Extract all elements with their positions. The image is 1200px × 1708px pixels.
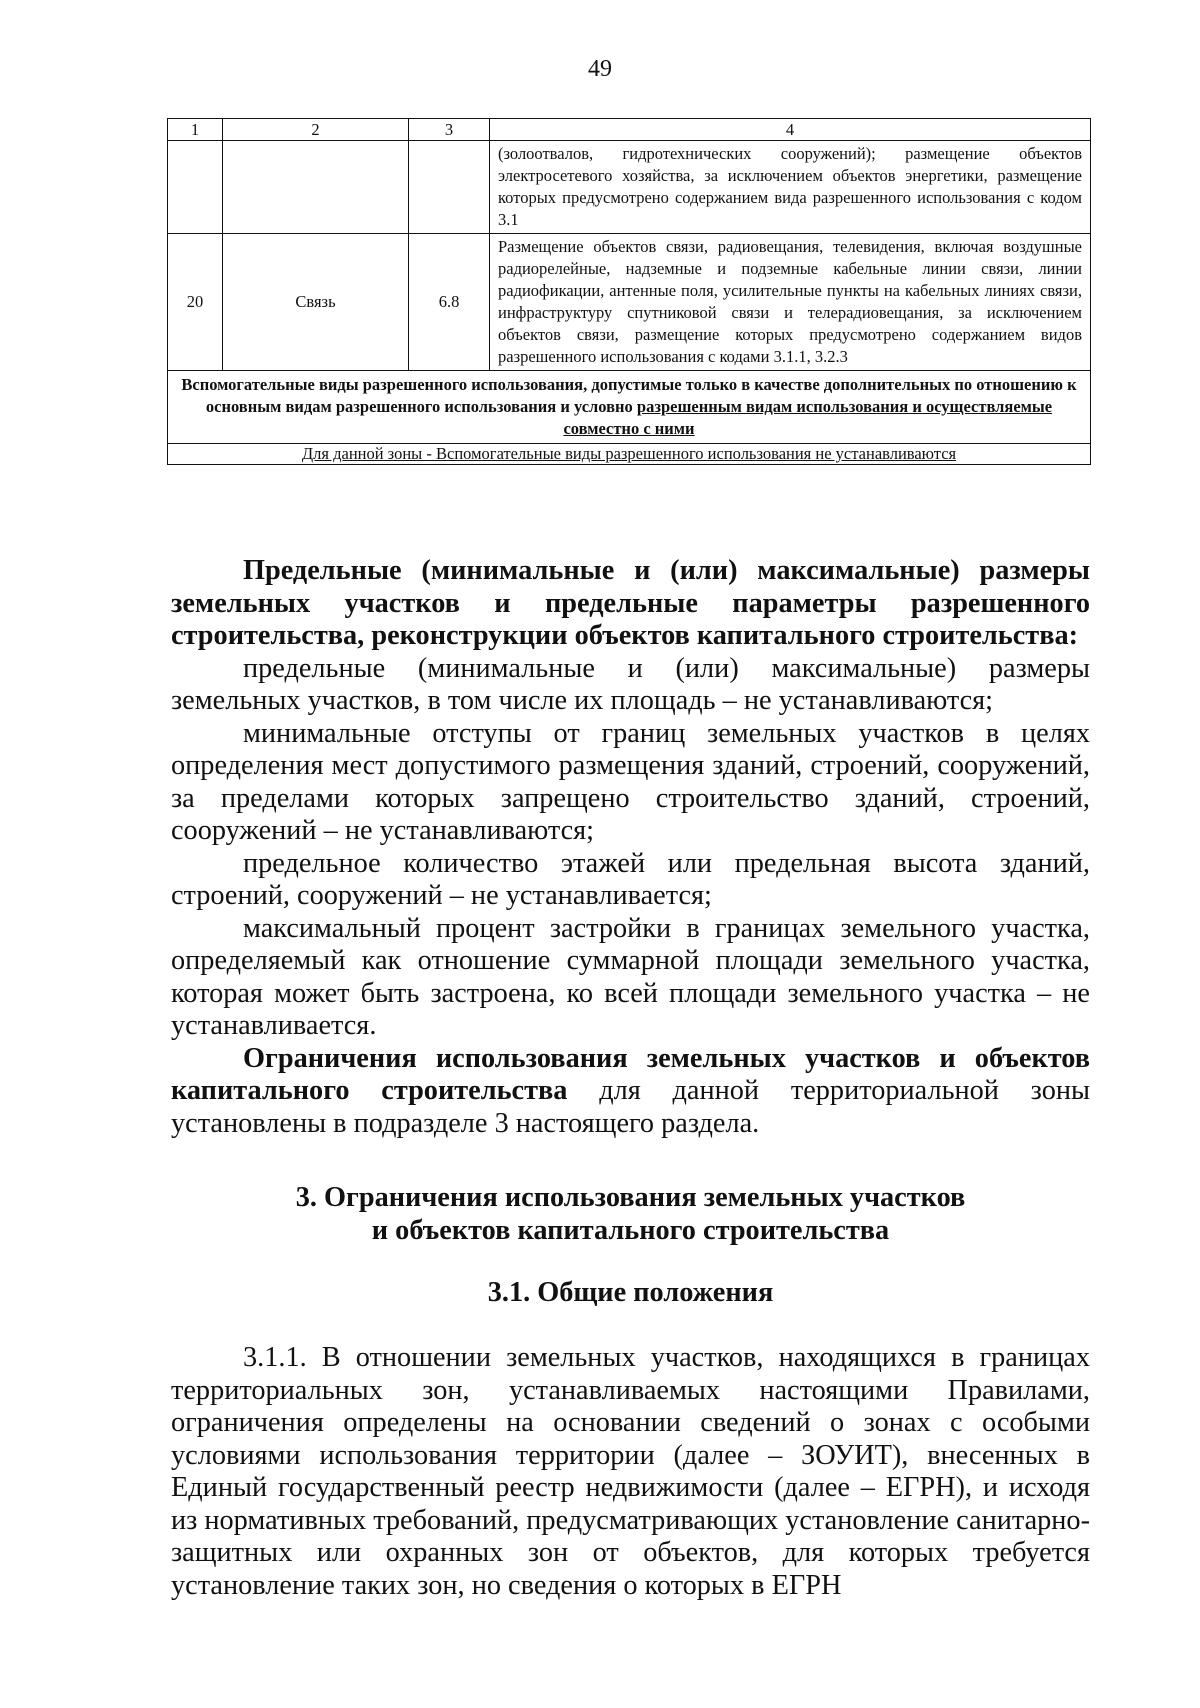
cell-empty: [223, 141, 409, 234]
header-col-2: 2: [223, 119, 409, 141]
restrictions-paragraph: [171, 1043, 1090, 1141]
limits-title: Предельные (минимальные и (или) максимальные) размеры земельных участков и предельные параметры разрешенного строительства, реконструкции объектов капитального строительства:: [171, 555, 1090, 651]
limits-section: [171, 555, 1090, 1140]
header-col-1: 1: [168, 119, 223, 141]
section-3: [171, 1182, 1090, 1247]
restrictions-bold: Ограничения использования земельных участков и объектов капитального строительства: [171, 1042, 1090, 1106]
permitted-use-table: [167, 118, 1091, 465]
section-3-heading-line2: и объектов капитального строительства: [371, 1214, 890, 1246]
header-col-3: 3: [409, 119, 490, 141]
use-name: Связь: [223, 234, 409, 371]
table-header-row: [168, 119, 1091, 141]
paragraph-3-1-1-block: [171, 1342, 1090, 1602]
table-row: [168, 444, 1091, 465]
limits-item: максимальный процент застройки в границах земельного участка, определяемый как отношение суммарной площади земельного участка, которая может быть застроена, ко всей площади земельного участка – не устанавливается.: [171, 912, 1090, 1041]
use-code: 6.8: [409, 234, 490, 371]
header-col-4: 4: [490, 119, 1091, 141]
use-description: Размещение объектов связи, радиовещания, телевидения, включая воздушные радиорелейные, надземные и подземные кабельные линии связи, линии радиофикации, антенные поля, усилительные пункты на кабельных линиях связи, инфраструктуру спутниковой связи и телерадиовещания, за исключением объектов связи, размещение которых предусмотрено содержанием видов разрешенного использования с кодами 3.1.1, 3.2.3: [490, 234, 1091, 371]
table-row: [168, 141, 1091, 234]
subsection-3-1: [171, 1277, 1090, 1310]
paragraph-3-1-1: 3.1.1. В отношении земельных участков, находящихся в границах территориальных зон, устанавливаемых настоящими Правилами, ограничения определены на основании сведений о зонах с особыми условиями использования территории (далее – ЗОУИТ), внесенных в Единый государственный реестр недвижимости (далее – ЕГРН), и исходя из нормативных требований, предусматривающих установление санитарно-защитных или охранных зон от объектов, для которых требуется установление таких зон, но сведения о которых в ЕГРН: [171, 1342, 1090, 1601]
limits-item: минимальные отступы от границ земельных участков в целях определения мест допустимого размещения зданий, строений, сооружений, за пределами которых запрещено строительство зданий, строений, сооружений – не устанавливаются;: [171, 717, 1090, 846]
cell-empty: [168, 141, 223, 234]
table-row: [168, 234, 1091, 371]
continuation-description: (золоотвалов, гидротехнических сооружений); размещение объектов электросетевого хозяйства, за исключением объектов энергетики, размещение которых предусмотрено содержанием вида разрешенного использования с кодом 3.1: [490, 141, 1091, 234]
restrictions-rest: для данной территориальной зоны установлены в подразделе 3 настоящего раздела.: [171, 1075, 1091, 1139]
auxiliary-uses-header: [168, 371, 1091, 444]
page-number: 49: [588, 56, 612, 82]
auxiliary-uses-note: Для данной зоны - Вспомогательные виды разрешенного использования не устанавливаются: [168, 444, 1091, 465]
row-number: 20: [168, 234, 223, 371]
limits-item: предельное количество этажей или предельная высота зданий, строений, сооружений – не устанавливается;: [171, 847, 1090, 911]
limits-item: предельные (минимальные и (или) максимальные) размеры земельных участков, в том числе их площадь – не устанавливаются;: [171, 652, 1090, 716]
table-row: [168, 371, 1091, 444]
auxiliary-uses-header-line2: разрешенным видам использования и осуществляемые совместно с ними: [563, 397, 1053, 438]
auxiliary-uses-header-line1: Вспомогательные виды разрешенного использования, допустимые только в качестве дополнительных по отношению к основным видам разрешенного использования и условно: [181, 375, 1077, 416]
section-3-heading-line1: 3. Ограничения использования земельных участков: [295, 1182, 966, 1213]
subsection-3-1-heading: 3.1. Общие положения: [487, 1277, 774, 1308]
cell-empty: [409, 141, 490, 234]
